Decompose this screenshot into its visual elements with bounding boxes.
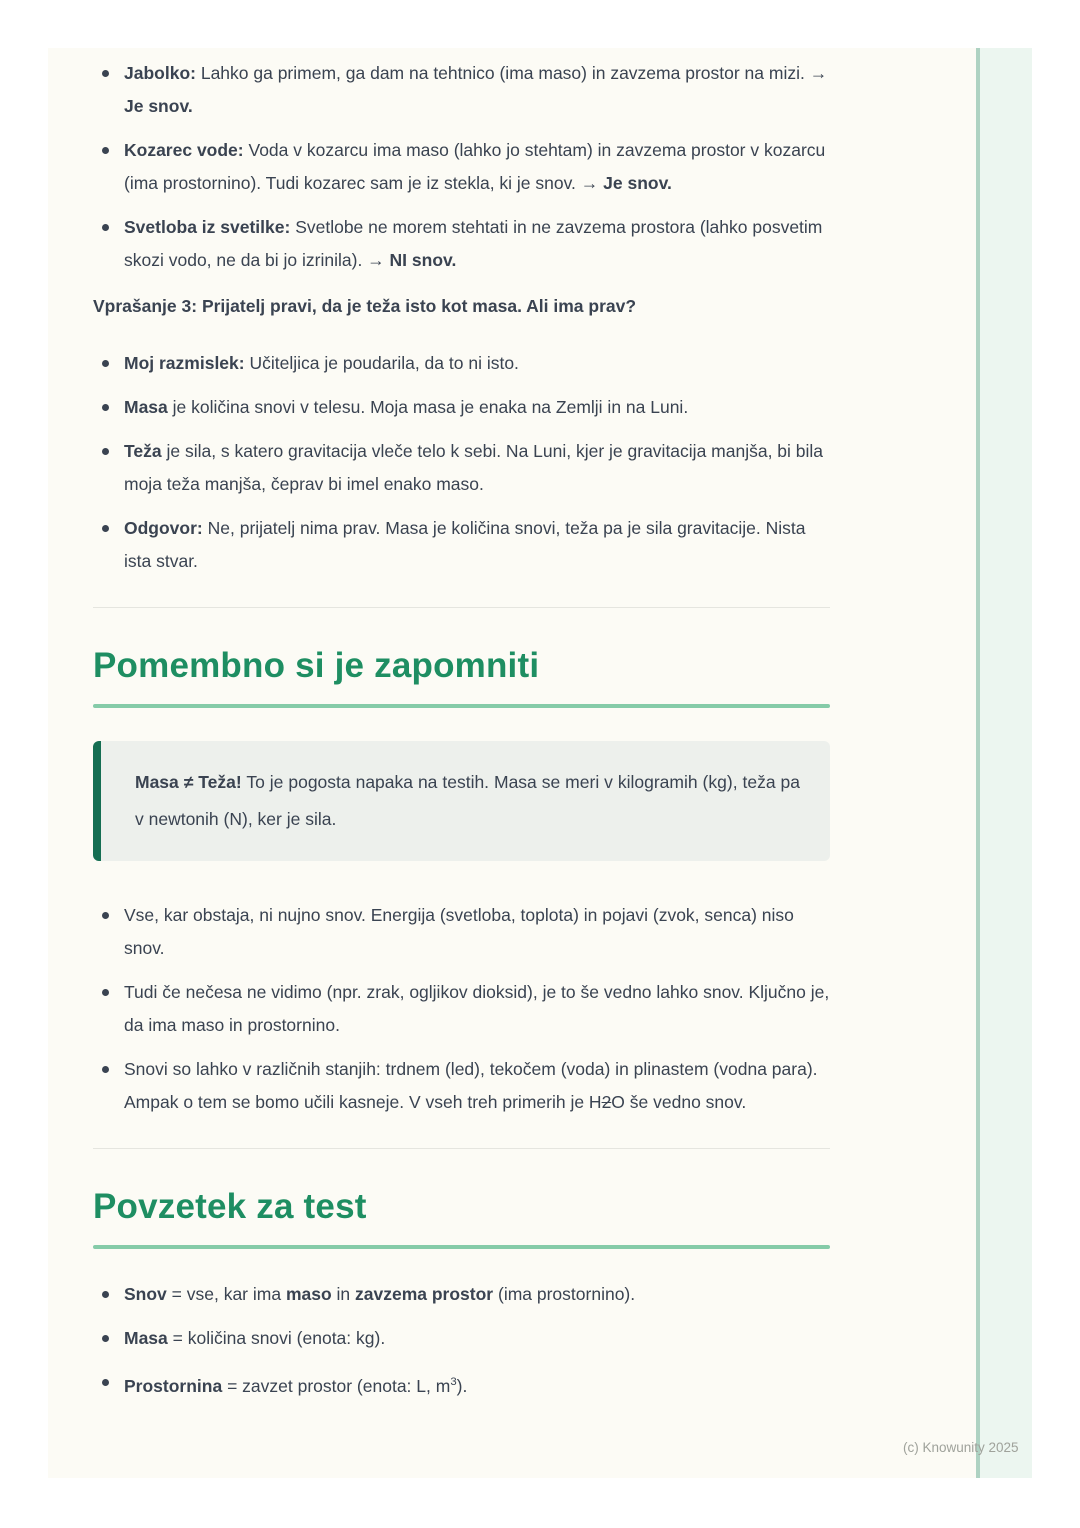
section-title-summary: Povzetek za test <box>93 1187 367 1226</box>
list-item: Prostornina = zavzet prostor (enota: L, $m^3$). <box>93 1366 830 1403</box>
callout-box <box>93 741 830 861</box>
sidebar-accent-strip <box>976 48 1032 1478</box>
list-item: Kozarec vode: Voda v kozarcu ima maso (lahko jo stehtam) in zavzema prostor v kozarcu (ima prostornino). Tudi kozarec sam je iz stekla, ki je snov. → Je snov. <box>93 134 830 200</box>
list-item: Snov = vse, kar ima maso in zavzema prostor (ima prostornino). <box>93 1278 830 1311</box>
section-divider <box>93 1148 830 1149</box>
list-item: Teža je sila, s katero gravitacija vleče telo k sebi. Na Luni, kjer je gravitacija manjša, bi bila moja teža manjša, čeprav bi imel enako maso. <box>93 435 830 501</box>
list-item: Moj razmislek: Učiteljica je poudarila, da to ni isto. <box>93 347 830 380</box>
list-item: Snovi so lahko v različnih stanjih: trdnem (led), tekočem (voda) in plinastem (vodna para). Ampak o tem se bomo učili kasneje. V vseh treh primerih je H2O še vedno snov. <box>93 1053 830 1119</box>
list-item: Masa je količina snovi v telesu. Moja masa je enaka na Zemlji in na Luni. <box>93 391 830 424</box>
notes-list <box>93 899 830 1119</box>
section-title-underline <box>93 704 830 708</box>
document-page <box>48 48 1032 1478</box>
list-item: Jabolko: Lahko ga primem, ga dam na tehtnico (ima maso) in zavzema prostor na mizi. → Je snov. <box>93 57 830 123</box>
section-divider <box>93 607 830 608</box>
list-item: Masa = količina snovi (enota: kg). <box>93 1322 830 1355</box>
question-heading: Vprašanje 3: Prijatelj pravi, da je teža isto kot masa. Ali ima prav? <box>93 296 637 316</box>
question-answers-list <box>93 347 830 578</box>
section-title-remember: Pomembno si je zapomniti <box>93 646 540 685</box>
copyright-notice: (c) Knowunity 2025 <box>903 1440 1019 1455</box>
list-item: Svetloba iz svetilke: Svetlobe ne morem stehtati in ne zavzema prostora (lahko posvetim skozi vodo, ne da bi jo izrinila). → NI snov. <box>93 211 830 277</box>
list-item: Odgovor: Ne, prijatelj nima prav. Masa je količina snovi, teža pa je sila gravitacije. Nista ista stvar. <box>93 512 830 578</box>
page-content <box>93 48 830 1403</box>
examples-list <box>93 57 830 277</box>
list-item: Vse, kar obstaja, ni nujno snov. Energija (svetloba, toplota) in pojavi (zvok, senca) niso snov. <box>93 899 830 965</box>
callout-text: Masa ≠ Teža! To je pogosta napaka na testih. Masa se meri v kilogramih (kg), teža pa v newtonih (N), ker je sila. <box>135 772 800 829</box>
section-title-underline <box>93 1245 830 1249</box>
list-item: Tudi če nečesa ne vidimo (npr. zrak, ogljikov dioksid), je to še vedno lahko snov. Ključno je, da ima maso in prostornino. <box>93 976 830 1042</box>
summary-list <box>93 1278 830 1403</box>
